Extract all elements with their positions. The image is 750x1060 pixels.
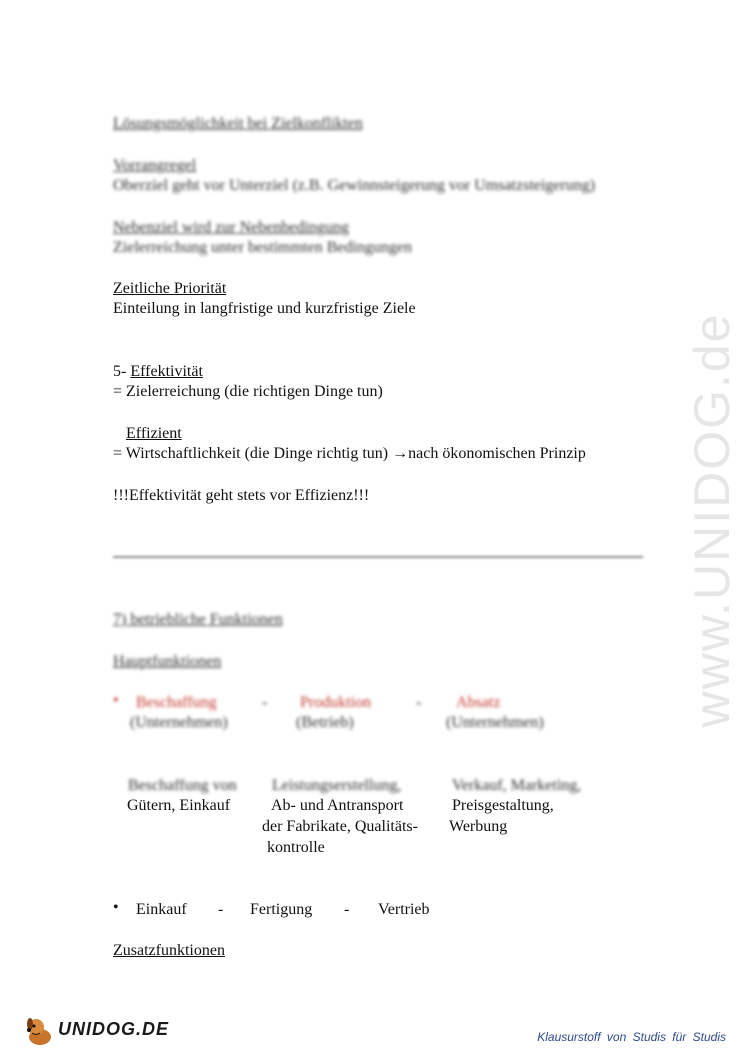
effizient-body: = Wirtschaftlichkeit (die Dinge richtig tun)	[113, 445, 393, 462]
nebenziel-text: Zielerreichung unter bestimmten Bedingungen	[113, 239, 413, 256]
col2-line4: kontrolle	[267, 839, 325, 856]
chain-sub-unternehmen-2: (Unternehmen)	[446, 714, 544, 731]
motto: !!!Effektivität geht stets vor Effizienz!!!	[113, 487, 370, 504]
effektivitaet-text: = Zielerreichung (die richtigen Dinge tun)	[113, 383, 383, 400]
effektivitaet-heading	[113, 362, 203, 382]
chain2-separator: -	[344, 901, 350, 918]
effektivitaet-title: Effektivität	[130, 363, 203, 380]
hauptfunktionen-title: Hauptfunktionen	[113, 653, 222, 670]
footer-tagline: Klausurstoff von Studis für Studis	[537, 1030, 726, 1044]
bullet-icon: •	[113, 899, 119, 916]
zeitliche-title: Zeitliche Priorität	[113, 280, 227, 297]
divider	[113, 556, 643, 558]
col2-line2: Ab- und Antransport	[271, 797, 404, 814]
effektivitaet-prefix: 5-	[113, 363, 131, 380]
functions-heading: 7) betriebliche Funktionen	[113, 611, 283, 628]
zusatzfunktionen-title: Zusatzfunktionen	[113, 942, 225, 959]
chain-separator: -	[262, 694, 268, 711]
effizient-title: Effizient	[126, 425, 182, 442]
effizient-tail: nach ökonomischen Prinzip	[408, 445, 586, 462]
vorrangregel-title: Vorrangregel	[113, 157, 197, 174]
conflict-heading: Lösungsmöglichkeit bei Zielkonflikten	[113, 115, 363, 132]
col2-line1: Leistungserstellung,	[272, 777, 402, 794]
col2-line3: der Fabrikate, Qualitäts-	[262, 818, 418, 835]
arrow-right-icon: →	[392, 445, 409, 462]
chain-separator: -	[416, 694, 422, 711]
chain-item-absatz: Absatz	[456, 694, 501, 711]
unidog-logo[interactable]	[22, 1013, 182, 1049]
chain2-fertigung: Fertigung	[250, 901, 313, 918]
chain2-separator: -	[218, 901, 224, 918]
zeitliche-text: Einteilung in langfristige und kurzfristige Ziele	[113, 300, 416, 317]
col1-line1: Beschaffung von	[128, 777, 237, 794]
logo-text: UNIDOG.DE	[58, 1019, 170, 1039]
col1-line2: Gütern, Einkauf	[127, 797, 231, 814]
chain-item-beschaffung: Beschaffung	[136, 694, 217, 711]
chain2-vertrieb: Vertrieb	[378, 901, 430, 918]
dog-icon	[22, 1013, 58, 1049]
chain2-einkauf: Einkauf	[136, 901, 187, 918]
effizient-text	[113, 444, 586, 464]
watermark: www.UNIDOG.de	[684, 312, 740, 728]
chain-sub-betrieb: (Betrieb)	[296, 714, 354, 731]
nebenziel-title: Nebenziel wird zur Nebenbedingung	[113, 219, 349, 236]
chain-item-produktion: Produktion	[300, 694, 372, 711]
vorrangregel-text: Oberziel geht vor Unterziel (z.B. Gewinnsteigerung vor Umsatzsteigerung)	[113, 177, 596, 194]
col3-line1: Verkauf, Marketing,	[452, 777, 582, 794]
col3-line2: Preisgestaltung,	[452, 797, 554, 814]
bullet-icon: •	[113, 692, 119, 709]
chain-sub-unternehmen: (Unternehmen)	[130, 714, 228, 731]
col3-line3: Werbung	[449, 818, 508, 835]
